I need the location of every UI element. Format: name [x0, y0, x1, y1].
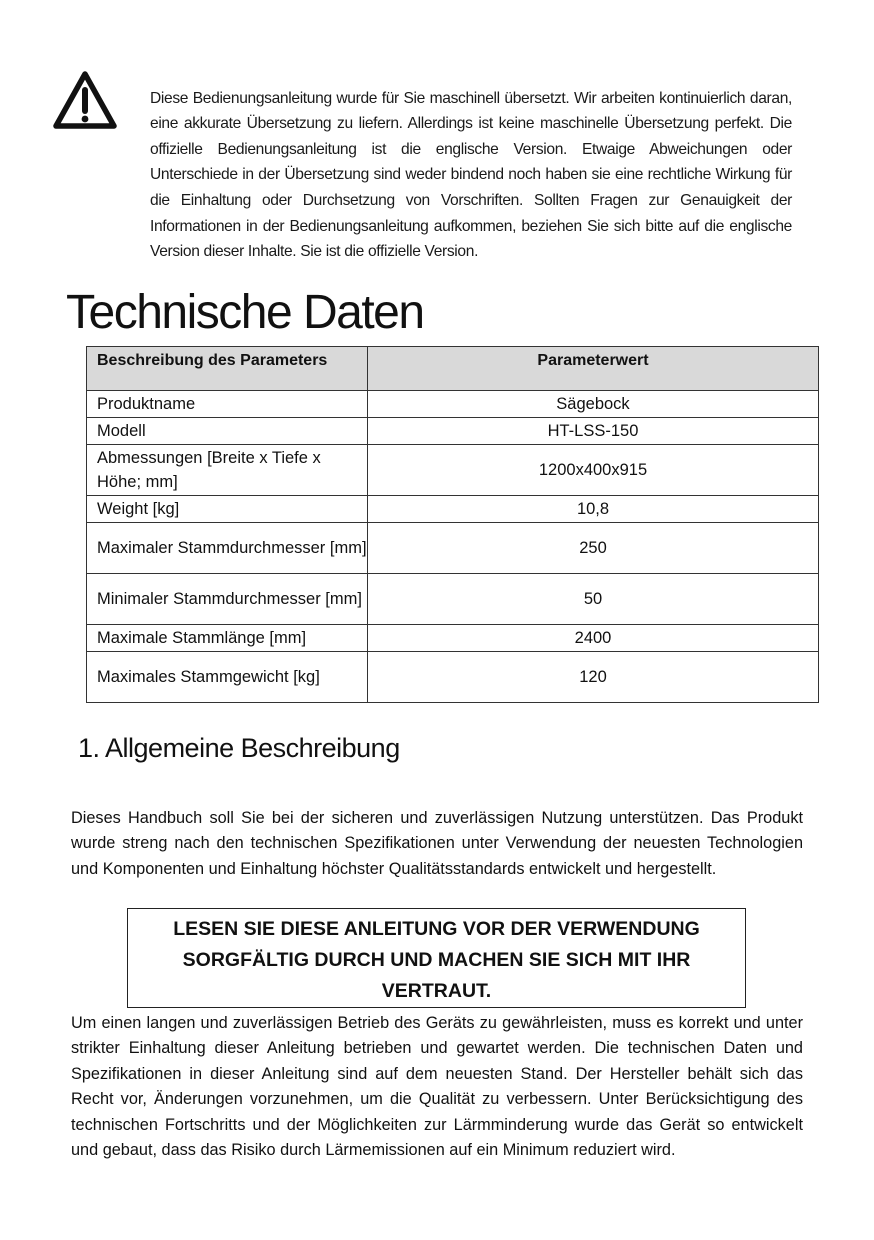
operation-paragraph: Um einen langen und zuverlässigen Betrieb des Geräts zu gewährleisten, muss es korrekt und unter strikter Einhaltung dieser Anleitung betrieben und gewartet werden. Die technischen Daten und Spezifikationen in dieser Anleitung sind auf dem neuesten Stand. Der Hersteller behält sich das Recht vor, Änderungen vorzunehmen, um die Qualität zu verbessern. Unter Berücksichtigung des technischen Fortschritts und der Möglichkeiten zur Lärmminderung wurde das Gerät so entwickelt und gebaut, dass das Risiko durch Lärmemissionen auf ein Minimum reduziert wird. [71, 1014, 803, 1160]
table-row [87, 418, 819, 445]
intro-paragraph: Dieses Handbuch soll Sie bei der sicheren und zuverlässigen Nutzung unterstützen. Das Produkt wurde streng nach den technischen Spezifikationen unter Verwendung der neuesten Technologien und Komponenten und Einhaltung höchster Qualitätsstandards entwickelt und hergestellt. [71, 809, 803, 878]
param-value: 10,8 [368, 496, 819, 523]
table-row [87, 445, 819, 496]
param-value: 1200x400x915 [368, 445, 819, 496]
table-row [87, 625, 819, 652]
section-heading: 1. Allgemeine Beschreibung [78, 733, 400, 763]
read-manual-callout: LESEN SIE DIESE ANLEITUNG VOR DER VERWENDUNG SORGFÄLTIG DURCH UND MACHEN SIE SICH MIT IHR VERTRAUT. [127, 908, 746, 1008]
param-name: Maximaler Stammdurchmesser [mm] [87, 523, 368, 574]
param-name: Maximale Stammlänge [mm] [87, 625, 368, 652]
table-row [87, 523, 819, 574]
page-title: Technische Daten [66, 286, 424, 339]
param-name: Modell [87, 418, 368, 445]
param-value: 2400 [368, 625, 819, 652]
param-name: Produktname [87, 391, 368, 418]
param-name: Weight [kg] [87, 496, 368, 523]
warning-triangle-icon [52, 70, 118, 130]
header-parameter-description: Beschreibung des Parameters [87, 347, 368, 391]
table-row [87, 574, 819, 625]
param-value: 120 [368, 652, 819, 703]
param-value: Sägebock [368, 391, 819, 418]
table-row [87, 652, 819, 703]
param-value: HT-LSS-150 [368, 418, 819, 445]
table-header-row [87, 347, 819, 391]
param-name: Minimaler Stammdurchmesser [mm] [87, 574, 368, 625]
param-name: Abmessungen [Breite x Tiefe x Höhe; mm] [87, 445, 368, 496]
param-name: Maximales Stammgewicht [kg] [87, 652, 368, 703]
param-value: 250 [368, 523, 819, 574]
table-row [87, 496, 819, 523]
header-parameter-value: Parameterwert [368, 347, 819, 391]
spec-table [86, 346, 819, 703]
table-row [87, 391, 819, 418]
param-value: 50 [368, 574, 819, 625]
translation-notice: Diese Bedienungsanleitung wurde für Sie maschinell übersetzt. Wir arbeiten kontinuierlich daran, eine akkurate Übersetzung zu liefern. Allerdings ist keine maschinelle Übersetzung perfekt. Die offizielle Bedienungsanleitung ist die englische Version. Etwaige Abweichungen oder Unterschiede in der Übersetzung sind weder bindend noch haben sie eine rechtliche Wirkung für die Einhaltung oder Durchsetzung von Vorschriften. Sollten Fragen zur Genauigkeit der Informationen in der Bedienungsanleitung aufkommen, beziehen Sie sich bitte auf die englische Version dieser Inhalte. Sie ist die offizielle Version. [150, 89, 792, 261]
